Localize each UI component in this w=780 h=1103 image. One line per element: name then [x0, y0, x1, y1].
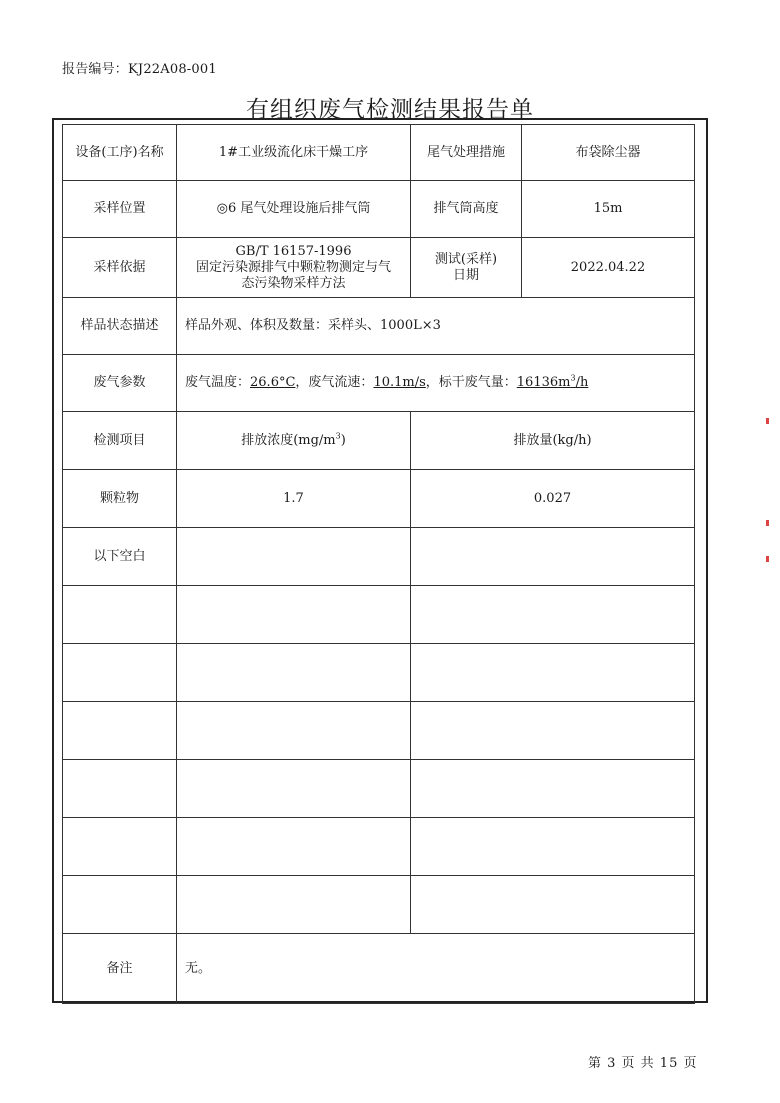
stack-height-value: 15m — [522, 181, 695, 238]
equipment-value: 1#工业级流化床干燥工序 — [177, 125, 411, 181]
basis-value — [177, 238, 411, 298]
table-row — [63, 702, 695, 760]
table-row — [63, 298, 695, 355]
table-row — [63, 238, 695, 298]
table-row — [63, 876, 695, 934]
position-label: 采样位置 — [63, 181, 177, 238]
header-concentration: 排放浓度$(mg/m^3)$ — [177, 412, 411, 470]
gas-params-value: 废气温度：26.6°C，废气流速：10.1m/s，标干废气量：$16136m^3/h$ — [177, 355, 695, 412]
basis-method-line1: 固定污染源排气中颗粒物测定与气 — [195, 259, 391, 275]
table-row — [63, 644, 695, 702]
table-row — [63, 760, 695, 818]
gas-velocity: 10.1m/s — [373, 375, 426, 390]
table-row — [63, 412, 695, 470]
table-row — [63, 181, 695, 238]
gas-params-label: 废气参数 — [63, 355, 177, 412]
header-item: 检测项目 — [63, 412, 177, 470]
table-row — [63, 818, 695, 876]
sample-label: 样品状态描述 — [63, 298, 177, 355]
equipment-label: 设备(工序)名称 — [63, 125, 177, 181]
treatment-label: 尾气处理措施 — [411, 125, 522, 181]
header-emission-rate: 排放量(kg/h) — [411, 412, 695, 470]
item-concentration: 1.7 — [177, 470, 411, 528]
table-row — [63, 528, 695, 586]
basis-method-line2: 态污染物采样方法 — [241, 275, 346, 291]
table-row — [63, 934, 695, 1004]
remark-label: 备注 — [63, 934, 177, 1004]
table-row — [63, 586, 695, 644]
item-name: 颗粒物 — [63, 470, 177, 528]
scan-edge-mark — [766, 418, 769, 424]
scan-edge-mark — [766, 556, 769, 562]
position-value: ◎6 尾气处理设施后排气筒 — [177, 181, 411, 238]
remark-value: 无。 — [177, 934, 695, 1004]
gas-temperature: 26.6°C — [250, 375, 296, 390]
basis-label: 采样依据 — [63, 238, 177, 298]
table-row — [63, 355, 695, 412]
gas-flow: $16136m^3/h$ — [516, 373, 589, 390]
treatment-value: 布袋除尘器 — [522, 125, 695, 181]
basis-standard: GB/T 16157-1996 — [235, 243, 352, 259]
page-number: 第 3 页 共 15 页 — [588, 1056, 698, 1071]
sample-value: 样品外观、体积及数量：采样头、1000L×3 — [177, 298, 695, 355]
table-row — [63, 125, 695, 181]
report-table — [62, 124, 695, 1004]
page-title: 有组织废气检测结果报告单 — [246, 97, 534, 124]
scan-edge-mark — [766, 520, 769, 526]
item-emission-rate: 0.027 — [411, 470, 695, 528]
date-value: 2022.04.22 — [522, 238, 695, 298]
stack-height-label: 排气筒高度 — [411, 181, 522, 238]
blank-label: 以下空白 — [63, 528, 177, 586]
date-label: 测试(采样) 日期 — [411, 238, 522, 298]
report-number: 报告编号：KJ22A08-001 — [62, 62, 217, 77]
table-row — [63, 470, 695, 528]
